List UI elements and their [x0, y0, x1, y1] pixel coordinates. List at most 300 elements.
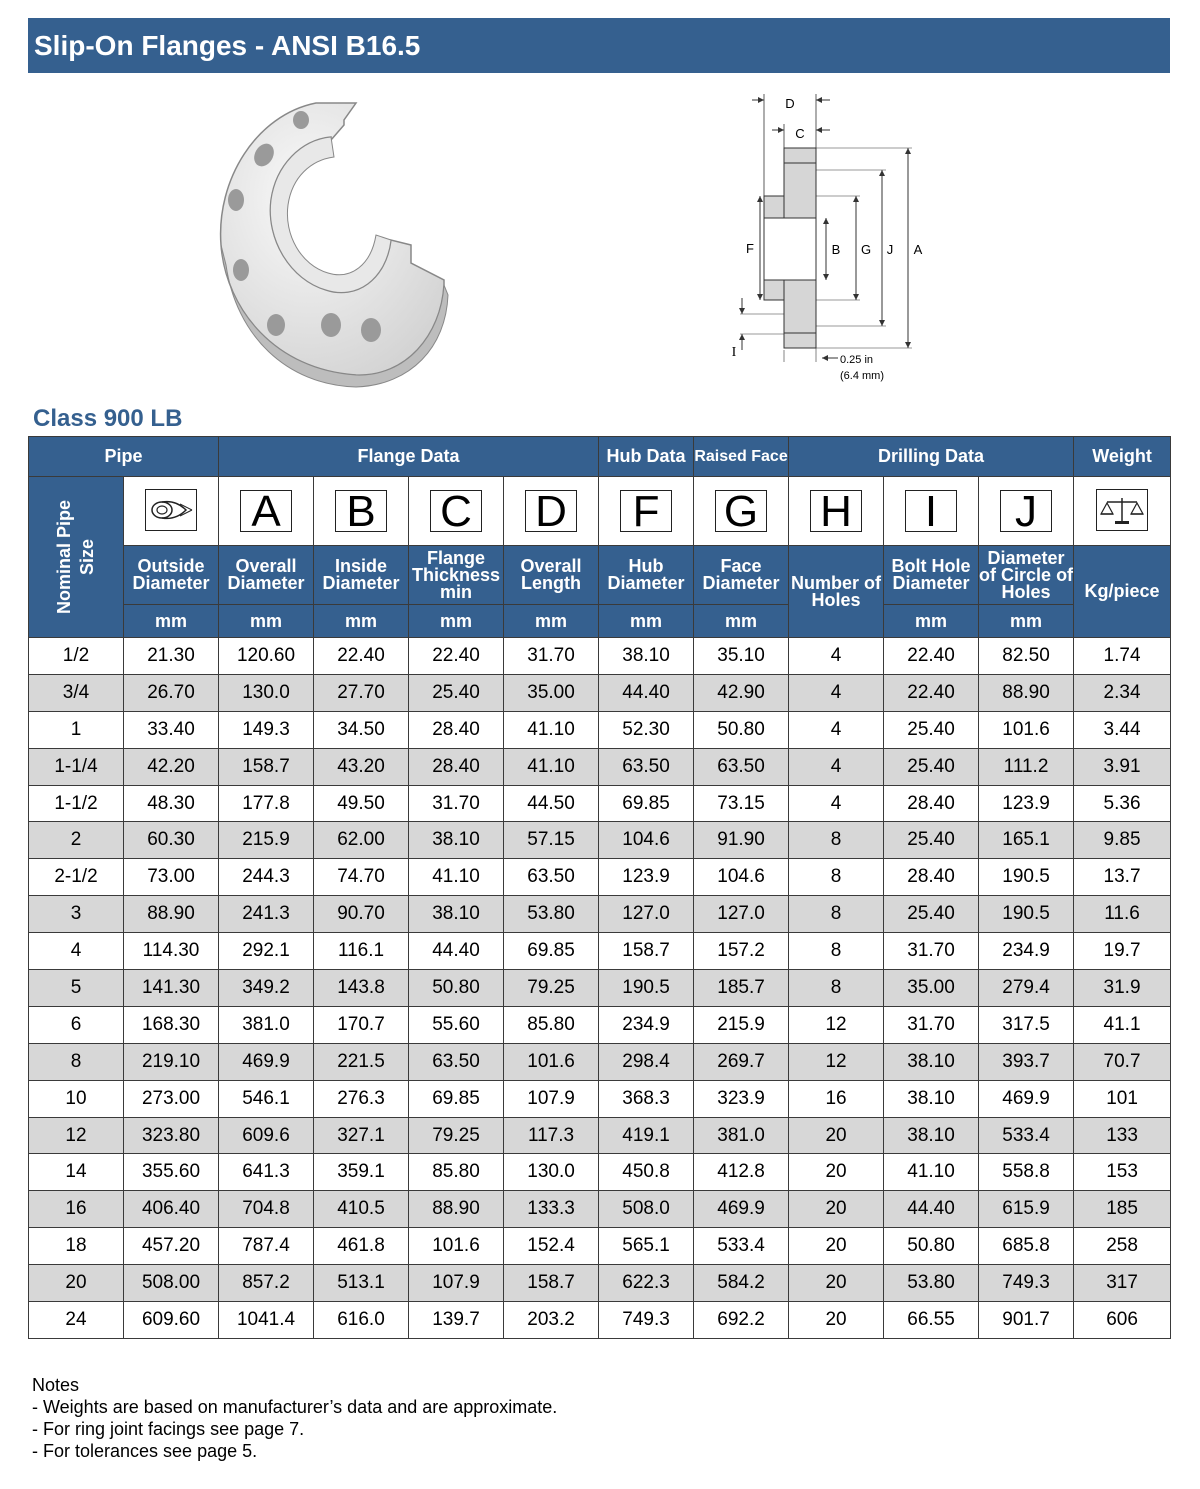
letter-f-cell: [599, 477, 694, 546]
table-cell: 123.9: [599, 859, 694, 896]
table-cell: 44.40: [884, 1191, 979, 1228]
table-row: [29, 711, 1171, 748]
table-cell: 101.6: [504, 1043, 599, 1080]
nominal-size-cell: 16: [29, 1191, 124, 1228]
table-cell: 117.3: [504, 1117, 599, 1154]
table-row: [29, 1006, 1171, 1043]
table-cell: 584.2: [694, 1265, 789, 1302]
table-cell: 35.00: [884, 970, 979, 1007]
nominal-size-cell: 10: [29, 1080, 124, 1117]
table-cell: 185.7: [694, 970, 789, 1007]
col-inside-diameter: Inside Diameter: [314, 546, 409, 605]
table-cell: 276.3: [314, 1080, 409, 1117]
group-flange-data: Flange Data: [219, 437, 599, 477]
table-cell: 48.30: [124, 785, 219, 822]
letter-a: A: [240, 490, 292, 532]
table-cell: 292.1: [219, 933, 314, 970]
letter-g: G: [715, 490, 767, 532]
col-outside-diameter: Outside Diameter: [124, 546, 219, 605]
table-cell: 41.10: [504, 711, 599, 748]
table-cell: 622.3: [599, 1265, 694, 1302]
table-cell: 149.3: [219, 711, 314, 748]
table-cell: 69.85: [409, 1080, 504, 1117]
table-cell: 168.30: [124, 1006, 219, 1043]
table-cell: 85.80: [504, 1006, 599, 1043]
group-hub-data: Hub Data: [599, 437, 694, 477]
table-cell: 69.85: [504, 933, 599, 970]
table-cell: 616.0: [314, 1302, 409, 1339]
table-cell: 141.30: [124, 970, 219, 1007]
col-hub-diameter: Hub Diameter: [599, 546, 694, 605]
table-cell: 127.0: [599, 896, 694, 933]
table-cell: 4: [789, 674, 884, 711]
table-cell: 317: [1074, 1265, 1171, 1302]
nominal-label-line1: Nominal Pipe: [54, 499, 74, 615]
table-row: [29, 859, 1171, 896]
nominal-size-cell: 3: [29, 896, 124, 933]
table-row: [29, 1265, 1171, 1302]
unit-mm: mm: [599, 605, 694, 638]
letter-b-cell: [314, 477, 409, 546]
nominal-size-cell: 4: [29, 933, 124, 970]
table-cell: 114.30: [124, 933, 219, 970]
table-cell: 4: [789, 785, 884, 822]
table-cell: 2.34: [1074, 674, 1171, 711]
table-row: [29, 970, 1171, 1007]
offset-mm-label: (6.4 mm): [840, 370, 884, 382]
table-cell: 42.90: [694, 674, 789, 711]
table-cell: 38.10: [884, 1080, 979, 1117]
table-cell: 692.2: [694, 1302, 789, 1339]
table-cell: 177.8: [219, 785, 314, 822]
table-row: [29, 674, 1171, 711]
group-pipe: Pipe: [29, 437, 219, 477]
table-cell: 457.20: [124, 1228, 219, 1265]
table-cell: 35.10: [694, 638, 789, 675]
label-b: B: [831, 242, 841, 257]
table-cell: 170.7: [314, 1006, 409, 1043]
table-cell: 469.9: [219, 1043, 314, 1080]
letter-i: I: [905, 490, 957, 532]
table-cell: 368.3: [599, 1080, 694, 1117]
table-cell: 88.90: [979, 674, 1074, 711]
table-cell: 8: [789, 822, 884, 859]
table-cell: 53.80: [504, 896, 599, 933]
table-cell: 41.10: [504, 748, 599, 785]
table-cell: 26.70: [124, 674, 219, 711]
table-cell: 28.40: [409, 748, 504, 785]
letter-f: F: [620, 490, 672, 532]
table-cell: 38.10: [884, 1117, 979, 1154]
table-cell: 153: [1074, 1154, 1171, 1191]
table-cell: 74.70: [314, 859, 409, 896]
table-cell: 25.40: [884, 896, 979, 933]
table-cell: 185: [1074, 1191, 1171, 1228]
class-title: Class 900 LB: [33, 405, 183, 432]
table-cell: 450.8: [599, 1154, 694, 1191]
col-flange-thickness: Flange Thickness min: [409, 546, 504, 605]
table-cell: 4: [789, 711, 884, 748]
table-cell: 203.2: [504, 1302, 599, 1339]
table-cell: 393.7: [979, 1043, 1074, 1080]
table-cell: 565.1: [599, 1228, 694, 1265]
table-cell: 508.00: [124, 1265, 219, 1302]
unit-mm: mm: [694, 605, 789, 638]
table-cell: 749.3: [979, 1265, 1074, 1302]
table-row: [29, 1228, 1171, 1265]
table-cell: 609.6: [219, 1117, 314, 1154]
table-cell: 120.60: [219, 638, 314, 675]
table-cell: 133: [1074, 1117, 1171, 1154]
table-cell: 22.40: [884, 674, 979, 711]
table-cell: 43.20: [314, 748, 409, 785]
table-cell: 91.90: [694, 822, 789, 859]
page-title: Slip-On Flanges - ANSI B16.5: [28, 18, 1170, 73]
table-cell: 323.80: [124, 1117, 219, 1154]
table-cell: 1041.4: [219, 1302, 314, 1339]
table-cell: 69.85: [599, 785, 694, 822]
table-cell: 21.30: [124, 638, 219, 675]
label-i: I: [731, 345, 737, 360]
table-cell: 469.9: [694, 1191, 789, 1228]
table-cell: 53.80: [884, 1265, 979, 1302]
table-cell: 508.0: [599, 1191, 694, 1228]
table-cell: 8: [789, 859, 884, 896]
nominal-size-cell: 3/4: [29, 674, 124, 711]
table-cell: 73.00: [124, 859, 219, 896]
table-cell: 22.40: [314, 638, 409, 675]
table-cell: 9.85: [1074, 822, 1171, 859]
letter-g-cell: [694, 477, 789, 546]
nominal-size-cell: 2-1/2: [29, 859, 124, 896]
table-cell: 381.0: [219, 1006, 314, 1043]
table-cell: 8: [789, 933, 884, 970]
table-cell: 533.4: [979, 1117, 1074, 1154]
table-cell: 685.8: [979, 1228, 1074, 1265]
table-cell: 234.9: [979, 933, 1074, 970]
table-cell: 558.8: [979, 1154, 1074, 1191]
table-cell: 127.0: [694, 896, 789, 933]
table-cell: 158.7: [219, 748, 314, 785]
table-cell: 20: [789, 1154, 884, 1191]
table-cell: 221.5: [314, 1043, 409, 1080]
table-cell: 20: [789, 1265, 884, 1302]
table-cell: 139.7: [409, 1302, 504, 1339]
table-cell: 28.40: [884, 859, 979, 896]
table-cell: 42.20: [124, 748, 219, 785]
unit-mm: mm: [979, 605, 1074, 638]
table-cell: 219.10: [124, 1043, 219, 1080]
table-cell: 63.50: [504, 859, 599, 896]
table-cell: 82.50: [979, 638, 1074, 675]
table-cell: 31.70: [884, 1006, 979, 1043]
table-cell: 79.25: [504, 970, 599, 1007]
table-cell: 787.4: [219, 1228, 314, 1265]
nominal-size-cell: 1/2: [29, 638, 124, 675]
table-cell: 101: [1074, 1080, 1171, 1117]
table-cell: 5.36: [1074, 785, 1171, 822]
col-face-diameter: Face Diameter: [694, 546, 789, 605]
table-cell: 25.40: [409, 674, 504, 711]
table-cell: 533.4: [694, 1228, 789, 1265]
nominal-pipe-size-header: [29, 477, 124, 638]
table-cell: 20: [789, 1228, 884, 1265]
table-cell: 133.3: [504, 1191, 599, 1228]
table-cell: 16: [789, 1080, 884, 1117]
table-row: [29, 896, 1171, 933]
table-cell: 123.9: [979, 785, 1074, 822]
note-item: - For ring joint facings see page 7.: [32, 1419, 305, 1439]
flange-cross-section-diagram: [720, 88, 960, 388]
table-cell: 41.10: [409, 859, 504, 896]
table-cell: 461.8: [314, 1228, 409, 1265]
table-cell: 88.90: [124, 896, 219, 933]
nominal-size-cell: 5: [29, 970, 124, 1007]
letter-c: C: [430, 490, 482, 532]
table-cell: 60.30: [124, 822, 219, 859]
col-kg-per-piece: Kg/piece: [1074, 546, 1171, 638]
letter-a-cell: [219, 477, 314, 546]
table-cell: 34.50: [314, 711, 409, 748]
table-cell: 25.40: [884, 748, 979, 785]
unit-mm: mm: [314, 605, 409, 638]
table-cell: 317.5: [979, 1006, 1074, 1043]
label-g: G: [860, 242, 872, 257]
table-cell: 158.7: [504, 1265, 599, 1302]
table-cell: 241.3: [219, 896, 314, 933]
table-cell: 31.70: [504, 638, 599, 675]
table-cell: 79.25: [409, 1117, 504, 1154]
table-cell: 165.1: [979, 822, 1074, 859]
table-cell: 31.70: [884, 933, 979, 970]
letter-c-cell: [409, 477, 504, 546]
letter-i-cell: [884, 477, 979, 546]
letter-j: J: [1000, 490, 1052, 532]
unit-mm: mm: [124, 605, 219, 638]
table-cell: 44.40: [409, 933, 504, 970]
label-c: C: [795, 126, 805, 141]
table-cell: 63.50: [599, 748, 694, 785]
table-cell: 88.90: [409, 1191, 504, 1228]
table-cell: 38.10: [599, 638, 694, 675]
label-f: F: [746, 241, 754, 256]
pipe-icon: [145, 489, 197, 531]
table-cell: 38.10: [884, 1043, 979, 1080]
nominal-size-cell: 1-1/2: [29, 785, 124, 822]
label-j: J: [886, 242, 894, 257]
table-cell: 41.1: [1074, 1006, 1171, 1043]
table-cell: 546.1: [219, 1080, 314, 1117]
table-row: [29, 638, 1171, 675]
table-cell: 25.40: [884, 711, 979, 748]
note-item: - For tolerances see page 5.: [32, 1441, 258, 1461]
nominal-label-line2: Size: [77, 538, 97, 576]
table-row: [29, 1043, 1171, 1080]
table-cell: 101.6: [409, 1228, 504, 1265]
label-a: A: [913, 242, 923, 257]
table-cell: 38.10: [409, 896, 504, 933]
col-bolt-hole-diameter: Bolt Hole Diameter: [884, 546, 979, 605]
table-cell: 44.40: [599, 674, 694, 711]
table-cell: 28.40: [409, 711, 504, 748]
table-cell: 66.55: [884, 1302, 979, 1339]
table-cell: 20: [789, 1302, 884, 1339]
table-cell: 273.00: [124, 1080, 219, 1117]
pipe-icon-cell: [124, 477, 219, 546]
table-cell: 215.9: [219, 822, 314, 859]
col-overall-diameter: Overall Diameter: [219, 546, 314, 605]
table-cell: 111.2: [979, 748, 1074, 785]
table-cell: 73.15: [694, 785, 789, 822]
unit-mm: mm: [409, 605, 504, 638]
table-cell: 57.15: [504, 822, 599, 859]
table-cell: 298.4: [599, 1043, 694, 1080]
table-cell: 90.70: [314, 896, 409, 933]
nominal-size-cell: 8: [29, 1043, 124, 1080]
table-cell: 33.40: [124, 711, 219, 748]
table-row: [29, 1302, 1171, 1339]
table-cell: 279.4: [979, 970, 1074, 1007]
table-cell: 8: [789, 896, 884, 933]
table-cell: 143.8: [314, 970, 409, 1007]
table-cell: 104.6: [694, 859, 789, 896]
table-row: [29, 822, 1171, 859]
spec-table: [28, 436, 1171, 1339]
label-d: D: [785, 96, 795, 111]
nominal-size-cell: 1: [29, 711, 124, 748]
table-row: [29, 933, 1171, 970]
table-cell: 269.7: [694, 1043, 789, 1080]
table-cell: 35.00: [504, 674, 599, 711]
table-cell: 130.0: [504, 1154, 599, 1191]
table-cell: 11.6: [1074, 896, 1171, 933]
table-cell: 8: [789, 970, 884, 1007]
table-cell: 63.50: [694, 748, 789, 785]
table-row: [29, 785, 1171, 822]
table-cell: 31.9: [1074, 970, 1171, 1007]
note-item: - Weights are based on manufacturer’s data and are approximate.: [32, 1397, 558, 1417]
table-cell: 50.80: [884, 1228, 979, 1265]
nominal-size-cell: 14: [29, 1154, 124, 1191]
notes-heading: Notes: [32, 1375, 80, 1395]
table-cell: 410.5: [314, 1191, 409, 1228]
table-row: [29, 1191, 1171, 1228]
table-cell: 130.0: [219, 674, 314, 711]
table-cell: 412.8: [694, 1154, 789, 1191]
col-overall-length: Overall Length: [504, 546, 599, 605]
table-cell: 107.9: [504, 1080, 599, 1117]
table-row: [29, 1080, 1171, 1117]
letter-b: B: [335, 490, 387, 532]
table-cell: 190.5: [979, 859, 1074, 896]
col-circle-diameter: Diameter of Circle of Holes: [979, 546, 1074, 605]
table-cell: 28.40: [884, 785, 979, 822]
table-cell: 52.30: [599, 711, 694, 748]
table-cell: 107.9: [409, 1265, 504, 1302]
table-cell: 50.80: [409, 970, 504, 1007]
table-cell: 62.00: [314, 822, 409, 859]
nominal-size-cell: 24: [29, 1302, 124, 1339]
table-cell: 749.3: [599, 1302, 694, 1339]
table-cell: 355.60: [124, 1154, 219, 1191]
scale-icon: [1096, 489, 1148, 531]
nominal-size-cell: 6: [29, 1006, 124, 1043]
unit-mm: mm: [884, 605, 979, 638]
nominal-size-cell: 2: [29, 822, 124, 859]
table-cell: 101.6: [979, 711, 1074, 748]
col-number-of-holes: Number of Holes: [789, 546, 884, 638]
group-drilling-data: Drilling Data: [789, 437, 1074, 477]
table-cell: 55.60: [409, 1006, 504, 1043]
table-cell: 22.40: [409, 638, 504, 675]
table-cell: 104.6: [599, 822, 694, 859]
nominal-size-cell: 12: [29, 1117, 124, 1154]
table-cell: 606: [1074, 1302, 1171, 1339]
table-cell: 615.9: [979, 1191, 1074, 1228]
table-cell: 327.1: [314, 1117, 409, 1154]
table-cell: 381.0: [694, 1117, 789, 1154]
table-cell: 469.9: [979, 1080, 1074, 1117]
table-cell: 513.1: [314, 1265, 409, 1302]
table-cell: 12: [789, 1006, 884, 1043]
table-cell: 215.9: [694, 1006, 789, 1043]
table-cell: 258: [1074, 1228, 1171, 1265]
table-cell: 63.50: [409, 1043, 504, 1080]
notes: [32, 1374, 557, 1462]
table-cell: 4: [789, 638, 884, 675]
table-cell: 12: [789, 1043, 884, 1080]
nominal-size-cell: 20: [29, 1265, 124, 1302]
table-cell: 641.3: [219, 1154, 314, 1191]
table-cell: 323.9: [694, 1080, 789, 1117]
nominal-size-cell: 18: [29, 1228, 124, 1265]
table-row: [29, 1117, 1171, 1154]
group-raised-face: Raised Face: [694, 437, 789, 477]
table-cell: 20: [789, 1117, 884, 1154]
table-cell: 85.80: [409, 1154, 504, 1191]
unit-mm: mm: [219, 605, 314, 638]
letter-d: D: [525, 490, 577, 532]
table-cell: 1.74: [1074, 638, 1171, 675]
table-cell: 70.7: [1074, 1043, 1171, 1080]
letter-h: H: [810, 490, 862, 532]
table-cell: 20: [789, 1191, 884, 1228]
table-cell: 857.2: [219, 1265, 314, 1302]
letter-d-cell: [504, 477, 599, 546]
table-cell: 190.5: [979, 896, 1074, 933]
unit-mm: mm: [504, 605, 599, 638]
table-cell: 116.1: [314, 933, 409, 970]
table-cell: 901.7: [979, 1302, 1074, 1339]
table-cell: 359.1: [314, 1154, 409, 1191]
table-cell: 704.8: [219, 1191, 314, 1228]
table-cell: 25.40: [884, 822, 979, 859]
table-cell: 244.3: [219, 859, 314, 896]
scale-icon-cell: [1074, 477, 1171, 546]
table-cell: 419.1: [599, 1117, 694, 1154]
table-cell: 3.91: [1074, 748, 1171, 785]
table-cell: 349.2: [219, 970, 314, 1007]
table-cell: 19.7: [1074, 933, 1171, 970]
group-weight: Weight: [1074, 437, 1171, 477]
table-cell: 49.50: [314, 785, 409, 822]
table-cell: 38.10: [409, 822, 504, 859]
table-cell: 27.70: [314, 674, 409, 711]
letter-h-cell: [789, 477, 884, 546]
table-cell: 190.5: [599, 970, 694, 1007]
table-cell: 31.70: [409, 785, 504, 822]
table-cell: 406.40: [124, 1191, 219, 1228]
